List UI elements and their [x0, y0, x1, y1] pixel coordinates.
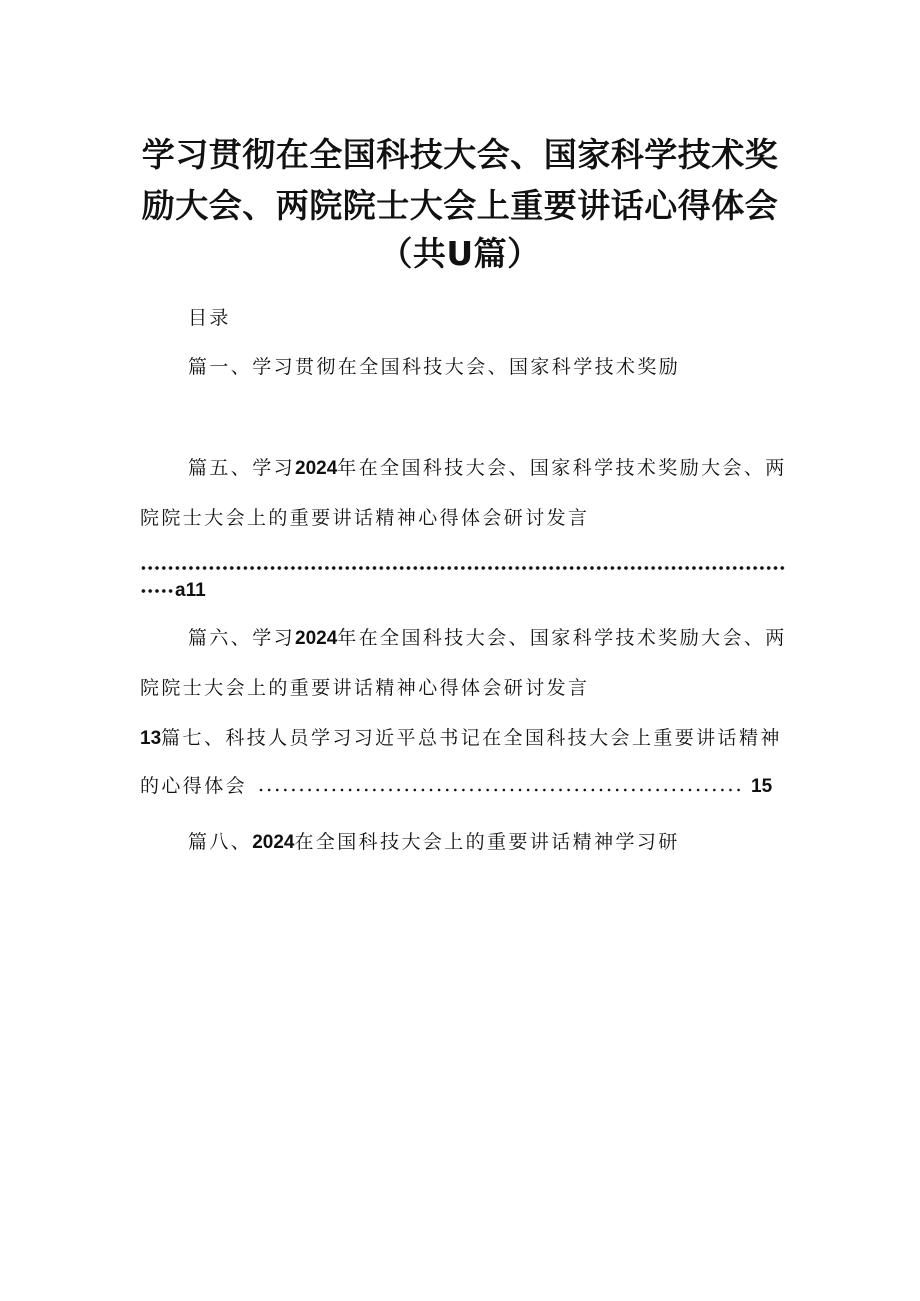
toc-entry-7-leader-dots [257, 788, 745, 792]
toc-entry-8[interactable] [188, 829, 680, 856]
toc-entry-5-leader-dots-end [140, 588, 174, 594]
toc-entry-8-prefix: 篇八、 [188, 831, 253, 853]
toc-entry-6-prefix: 篇六、学习 [188, 627, 296, 649]
toc-entry-5-page[interactable]: a11 [175, 580, 206, 601]
toc-entry-5-rest: 年在全国科技大会、国家科学技术奖励大会、两 [337, 457, 787, 479]
toc-entry-6-rest: 年在全国科技大会、国家科学技术奖励大会、两 [337, 627, 787, 649]
toc-heading: 目录 [188, 307, 231, 329]
toc-entry-5-page-line [140, 577, 206, 604]
toc-entry-5-leader-dots [140, 565, 786, 571]
toc-entry-7-line-2[interactable] [140, 773, 772, 800]
toc-entry-7-line-1[interactable] [140, 725, 782, 752]
toc-entry-5-line-2[interactable]: 院院士大会上的重要讲话精神心得体会研讨发言 [140, 507, 590, 529]
toc-entry-7-line2: 的心得体会 [140, 775, 248, 797]
toc-entry-6-page[interactable]: 13 [140, 728, 162, 749]
toc-entry-5-line-1[interactable] [188, 455, 787, 482]
toc-entry-8-year: 2024 [252, 832, 295, 853]
toc-entry-1[interactable]: 篇一、学习贯彻在全国科技大会、国家科学技术奖励 [188, 356, 681, 378]
toc-entry-6-year: 2024 [295, 628, 338, 649]
toc-entry-7-page[interactable]: 15 [751, 776, 773, 797]
title-line-3: （共U篇） [379, 234, 541, 273]
toc-entry-6-line-1[interactable] [188, 625, 787, 652]
toc-entry-5-year: 2024 [295, 458, 338, 479]
toc-entry-6-line-2[interactable]: 院院士大会上的重要讲话精神心得体会研讨发言 [140, 677, 590, 699]
toc-entry-5-prefix: 篇五、学习 [188, 457, 296, 479]
toc-entry-8-rest: 在全国科技大会上的重要讲话精神学习研 [294, 831, 680, 853]
title-line-1: 学习贯彻在全国科技大会、国家科学技术奖 [141, 135, 779, 174]
toc-entry-7-text: 篇七、科技人员学习习近平总书记在全国科技大会上重要讲话精神 [161, 727, 782, 749]
title-line-2: 励大会、两院院士大会上重要讲话心得体会 [141, 186, 779, 225]
